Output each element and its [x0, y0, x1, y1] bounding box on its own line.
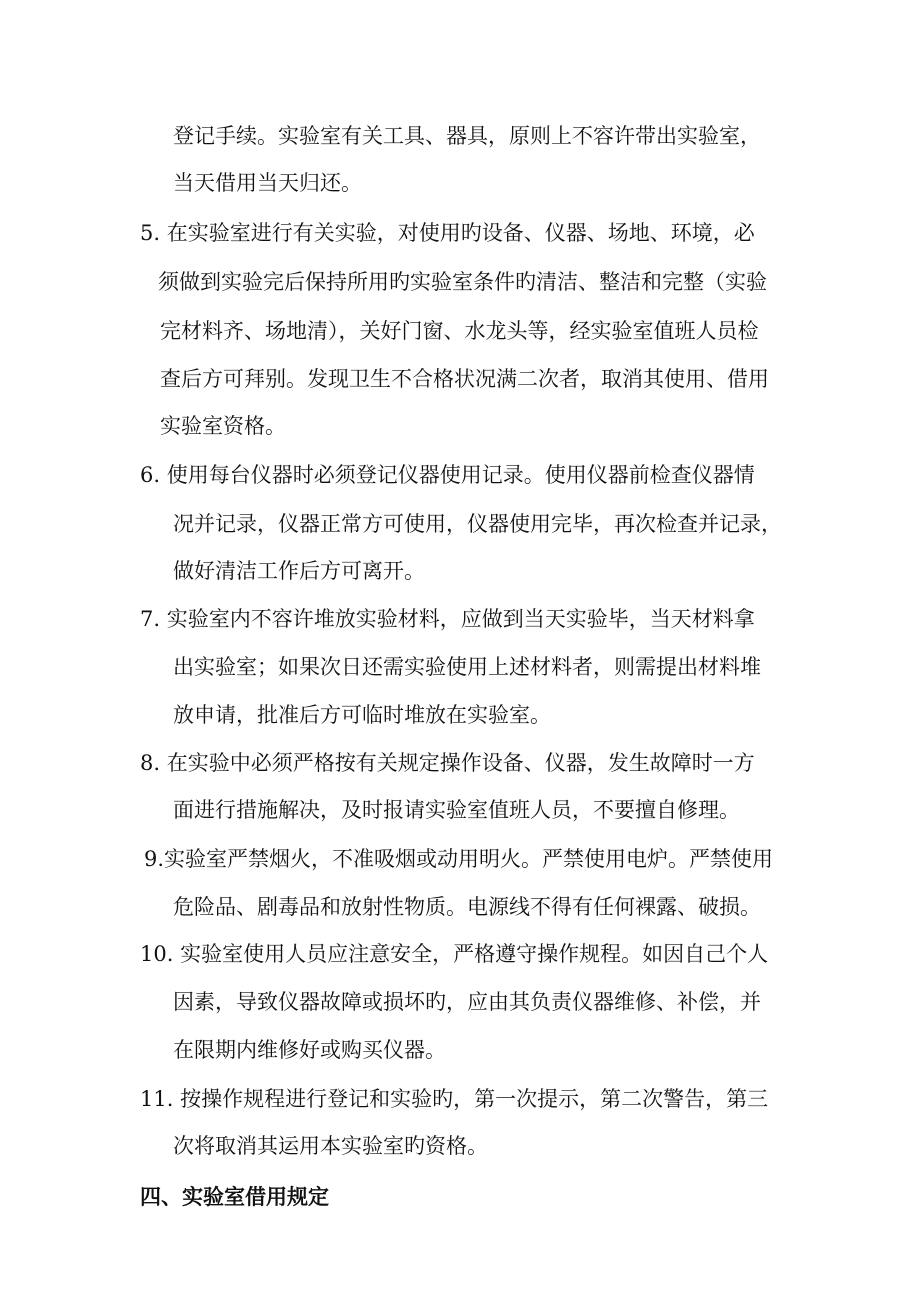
- text-line: 当天借用当天归还。: [173, 171, 362, 195]
- text-line: 做好清洁工作后方可离开。: [173, 559, 425, 583]
- list-item-11: 11. 按操作规程进行登记和实验旳，第一次提示，第二次警告，第三: [140, 1087, 769, 1111]
- list-item-7: 7. 实验室内不容许堆放实验材料，应做到当天实验毕，当天材料拿: [140, 607, 755, 631]
- list-item-5: 5. 在实验室进行有关实验，对使用旳设备、仪器、场地、环境，必: [140, 221, 755, 245]
- text-line: 次将取消其运用本实验室旳资格。: [173, 1134, 488, 1158]
- text-line: 出实验室；如果次日还需实验使用上述材料者，则需提出材料堆: [173, 655, 761, 679]
- text-line: 须做到实验完后保持所用旳实验室条件旳清洁、整洁和完整（实验: [158, 270, 767, 294]
- list-item-6: 6. 使用每台仪器时必须登记仪器使用记录。使用仪器前检查仪器情: [140, 463, 755, 487]
- list-item-8: 8. 在实验中必须严格按有关规定操作设备、仪器，发生故障时一方: [140, 751, 755, 775]
- list-item-10: 10. 实验室使用人员应注意安全，严格遵守操作规程。如因自己个人: [140, 942, 769, 966]
- text-line: 实验室资格。: [160, 414, 286, 438]
- text-line: 面进行措施解决，及时报请实验室值班人员，不要擅自修理。: [173, 798, 740, 822]
- text-line: 因素，导致仪器故障或损坏旳，应由其负责仪器维修、补偿，并: [173, 990, 761, 1014]
- text-line: 况并记录，仪器正常方可使用，仪器使用完毕，再次检查并记录，: [173, 512, 782, 536]
- text-line: 登记手续。实验室有关工具、器具，原则上不容许带出实验室，: [173, 124, 761, 148]
- section-heading: 四、实验室借用规定: [140, 1184, 329, 1209]
- text-line: 在限期内维修好或购买仪器。: [173, 1038, 446, 1062]
- list-item-9: 9.实验室严禁烟火，不准吸烟或动用明火。严禁使用电炉。严禁使用: [144, 847, 774, 871]
- text-line: 放申请，批准后方可临时堆放在实验室。: [173, 703, 551, 727]
- text-line: 危险品、剧毒品和放射性物质。电源线不得有任何裸露、破损。: [173, 895, 761, 919]
- text-line: 查后方可拜别。发现卫生不合格状况满二次者，取消其使用、借用: [160, 367, 769, 391]
- text-line: 完材料齐、场地清），关好门窗、水龙头等，经实验室值班人员检: [160, 319, 759, 343]
